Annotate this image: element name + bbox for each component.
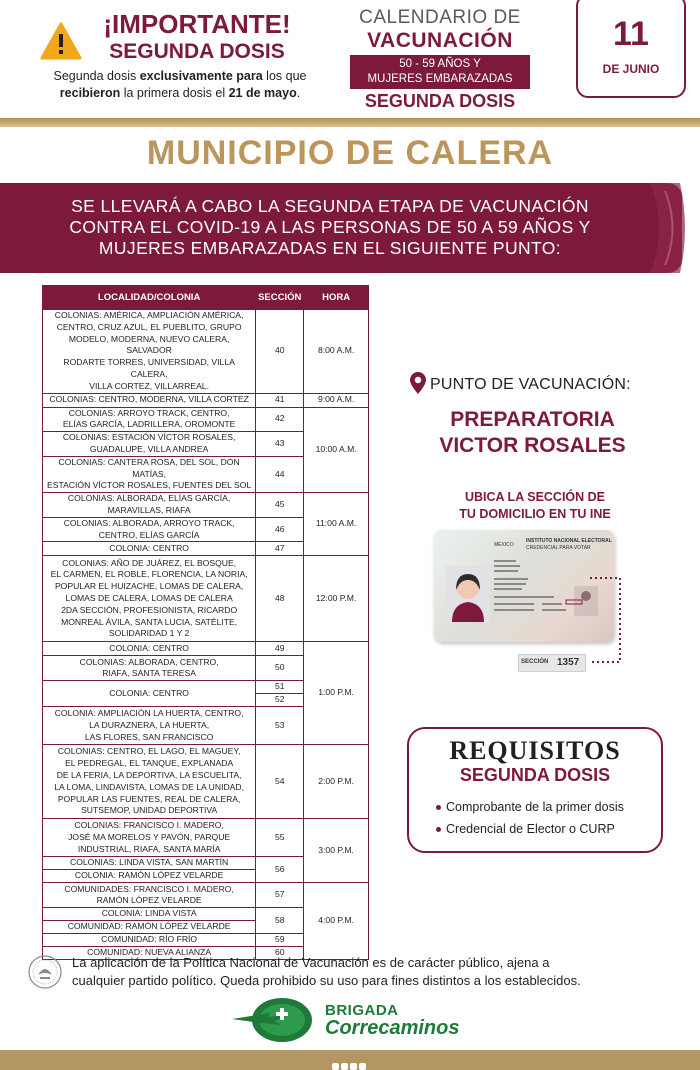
vaccination-point-name: PREPARATORIA VICTOR ROSALES [439, 408, 626, 457]
cell-seccion: 59 [256, 934, 304, 947]
cell-seccion: 43 [256, 432, 304, 457]
social-icons [332, 1055, 368, 1065]
cell-seccion: 60 [256, 947, 304, 960]
cell-localidad: COLONIAS: CANTERA ROSA, DEL SOL, DON MATÍAS, ESTACIÓN VÍCTOR ROSALES, FUENTES DEL SOL [43, 456, 256, 492]
ine-credential: CREDENCIAL PARA VOTAR [526, 545, 591, 551]
cell-seccion: 55 [256, 819, 304, 857]
table-row [43, 819, 369, 857]
twitter-icon[interactable] [341, 1063, 348, 1070]
calendar-vacunacion: VACUNACIÓN [367, 29, 513, 52]
table-row [43, 310, 369, 394]
cell-localidad: COMUNIDAD: NUEVA ALIANZA [43, 947, 256, 960]
cell-seccion: 42 [256, 407, 304, 432]
date-day: 11 [613, 15, 649, 53]
cell-localidad: COLONIAS: ALBORADA, ARROYO TRACK, CENTRO, ELÍAS GARCÍA [43, 517, 256, 542]
instagram-icon[interactable] [350, 1063, 357, 1070]
cell-seccion: 52 [256, 694, 304, 707]
important-note: Segunda dosis exclusivamente para los que recibieron la primera dosis el 21 de mayo. [53, 69, 307, 100]
cell-hora: 3:00 P.M. [304, 819, 369, 883]
cell-localidad: COLONIA: CENTRO [43, 542, 256, 556]
requirement-item: Credencial de Elector o CURP [436, 822, 615, 836]
ine-institute: INSTITUTO NACIONAL ELECTORAL [526, 538, 612, 544]
ine-portrait-icon [446, 566, 490, 622]
important-title: ¡IMPORTANTE! [103, 9, 291, 39]
date-badge [576, 0, 686, 98]
cell-hora: 11:00 A.M. [304, 493, 369, 556]
cell-hora: 1:00 P.M. [304, 642, 369, 745]
cell-localidad: COLONIAS: ALBORADA, ELÍAS GARCÍA, MARAVILLAS, RIAFA [43, 493, 256, 518]
cell-seccion: 45 [256, 493, 304, 518]
warning-icon [40, 22, 82, 60]
mexico-seal-icon [28, 955, 62, 989]
cell-localidad: COMUNIDADES: FRANCISCO I. MADERO, RAMÓN LÓPEZ VELARDE [43, 883, 256, 908]
requirements-title: REQUISITOS [449, 736, 621, 765]
ine-text-lines [494, 556, 604, 628]
correcaminos-logo-icon [230, 995, 320, 1045]
youtube-icon[interactable] [359, 1063, 366, 1070]
bullet-icon [436, 827, 441, 832]
table-row [43, 407, 369, 432]
ine-card-image [434, 530, 614, 642]
bullet-icon [436, 805, 441, 810]
cell-localidad: COLONIA: AMPLIACIÓN LA HUERTA, CENTRO, LA DURAZNERA, LA HUERTA, LAS FLORES, SAN FRANCISCO [43, 707, 256, 745]
cell-hora: 2:00 P.M. [304, 745, 369, 819]
facebook-icon[interactable] [332, 1063, 339, 1070]
cell-localidad: COLONIA: CENTRO [43, 681, 256, 707]
vaccination-point-label: PUNTO DE VACUNACIÓN: [430, 376, 631, 393]
cell-seccion: 48 [256, 556, 304, 642]
cell-localidad: COLONIAS: ARROYO TRACK, CENTRO, ELÍAS GARCÍA, LADRILLERA, OROMONTE [43, 407, 256, 432]
cell-seccion: 40 [256, 310, 304, 394]
cell-seccion: 56 [256, 857, 304, 883]
table-row [43, 556, 369, 642]
cell-localidad: COMUNIDAD: RAMÓN LÓPEZ VELARDE [43, 921, 256, 934]
cell-localidad: COLONIAS: CENTRO, MODERNA, VILLA CORTEZ [43, 393, 256, 407]
calendar-age-box: 50 - 59 AÑOS Y MUJERES EMBARAZADAS [350, 55, 530, 89]
cell-localidad: COLONIAS: ALBORADA, CENTRO, RIAFA, SANTA TERESA [43, 656, 256, 681]
cell-localidad: COLONIA: CENTRO [43, 642, 256, 656]
cell-seccion: 53 [256, 707, 304, 745]
column-header-localidad: LOCALIDAD/COLONIA [43, 286, 256, 310]
cell-localidad: COLONIAS: FRANCISCO I. MADERO, JOSÉ MA MORELOS Y PAVÓN, PARQUE INDUSTRIAL, RIAFA, SANTA MARÍA [43, 819, 256, 857]
schedule-table [42, 285, 369, 960]
cell-seccion: 57 [256, 883, 304, 908]
cell-localidad: COLONIAS: CENTRO, EL LAGO, EL MAGUEY, EL PEDREGAL, EL TANQUE, EXPLANADA DE LA FERIA, LA DEPORTIVA, LA ESCUELITA, LA LOMA, LINDAVISTA, LOMAS DE LA UNIDAD, POPULAR LAS FUENTES, REAL DE CALERA, SUTSEMOP, UNIDAD DEPORTIVA [43, 745, 256, 819]
announcement-text: SE LLEVARÁ A CABO LA SEGUNDA ETAPA DE VACUNACIÓN CONTRA EL COVID-19 A LAS PERSONAS DE 50 A 59 AÑOS Y MUJERES EMBARAZADAS EN EL SIGUIENTE PUNTO: [69, 196, 591, 258]
table-row [43, 393, 369, 407]
cell-seccion: 54 [256, 745, 304, 819]
correcaminos-label: Correcaminos [325, 1017, 460, 1039]
date-month: DE JUNIO [602, 62, 660, 76]
table-row [43, 745, 369, 819]
cell-seccion: 50 [256, 656, 304, 681]
table-row [43, 883, 369, 908]
brigada-label: BRIGADA [325, 1002, 399, 1019]
cell-localidad: COMUNIDAD: RÍO FRÍO [43, 934, 256, 947]
calendar-title: CALENDARIO DE [359, 7, 521, 28]
legal-disclaimer: La aplicación de la Política Nacional de Vacunación es de carácter público, ajena a cualquier partido político. Queda prohibido su uso para fines distintos a los establecidos. [72, 955, 581, 988]
ine-instructions: UBICA LA SECCIÓN DE TU DOMICILIO EN TU INE [459, 490, 611, 521]
municipio-title: MUNICIPIO DE CALERA [146, 134, 554, 172]
calendar-second-dose: SEGUNDA DOSIS [364, 91, 516, 111]
ine-pointer-line [590, 574, 630, 666]
table-header-row [43, 286, 369, 310]
requirements-subtitle: SEGUNDA DOSIS [459, 765, 611, 785]
cell-localidad: COLONIA: RAMÓN LÓPEZ VELARDE [43, 870, 256, 883]
location-pin-icon [410, 372, 426, 394]
ine-section-label: SECCIÓN [521, 659, 549, 665]
cell-localidad: COLONIAS: AMÉRICA, AMPLIACIÓN AMÉRICA, CENTRO, CRUZ AZUL, EL PUEBLITO, GRUPO MODELO, MODERNA, NUEVO CALERA, SALVADOR RODARTE TORRES, UNIVERSIDAD, VILLA CALERA, VILLA CORTEZ, VILLARREAL. [43, 310, 256, 394]
cell-seccion: 49 [256, 642, 304, 656]
cell-localidad: COLONIAS: LINDA VISTA, SAN MARTÍN [43, 857, 256, 870]
column-header-hora: HORA [304, 286, 369, 310]
gold-divider [0, 118, 700, 127]
cell-hora: 4:00 P.M. [304, 883, 369, 960]
cell-localidad: COLONIAS: ESTACIÓN VÍCTOR ROSALES, GUADALUPE, VILLA ANDREA [43, 432, 256, 457]
requirement-item: Comprobante de la primer dosis [436, 800, 624, 814]
cell-localidad: COLONIAS: AÑO DE JUÁREZ, EL BOSQUE, EL CARMEN, EL ROBLE, FLORENCIA, LA NORIA, POPULAR EL HUIZACHE, LOMAS DE CALERA, LOMAS DE CALERA, LOMAS DE CALERA 2DA SECCIÓN, PROFESIONISTA, RICARDO MONREAL ÁVILA, SANTA LUCIA, SATÉLITE, SOLIDARIDAD 1 Y 2 [43, 556, 256, 642]
cell-seccion: 41 [256, 393, 304, 407]
ine-country: MÉXICO [494, 542, 514, 548]
important-subtitle: SEGUNDA DOSIS [109, 40, 285, 63]
cell-hora: 9:00 A.M. [304, 393, 369, 407]
column-header-seccion: SECCIÓN [256, 286, 304, 310]
ine-section-value: 1357 [557, 657, 580, 668]
table-row [43, 642, 369, 656]
cell-hora: 10:00 A.M. [304, 407, 369, 493]
cell-hora: 12:00 P.M. [304, 556, 369, 642]
cell-seccion: 58 [256, 908, 304, 934]
cell-seccion: 47 [256, 542, 304, 556]
table-row [43, 493, 369, 518]
cell-seccion: 46 [256, 517, 304, 542]
header [0, 0, 700, 118]
cell-localidad: COLONIA: LINDA VISTA [43, 908, 256, 921]
cell-seccion: 44 [256, 456, 304, 492]
cell-hora: 8:00 A.M. [304, 310, 369, 394]
cell-seccion: 51 [256, 681, 304, 694]
